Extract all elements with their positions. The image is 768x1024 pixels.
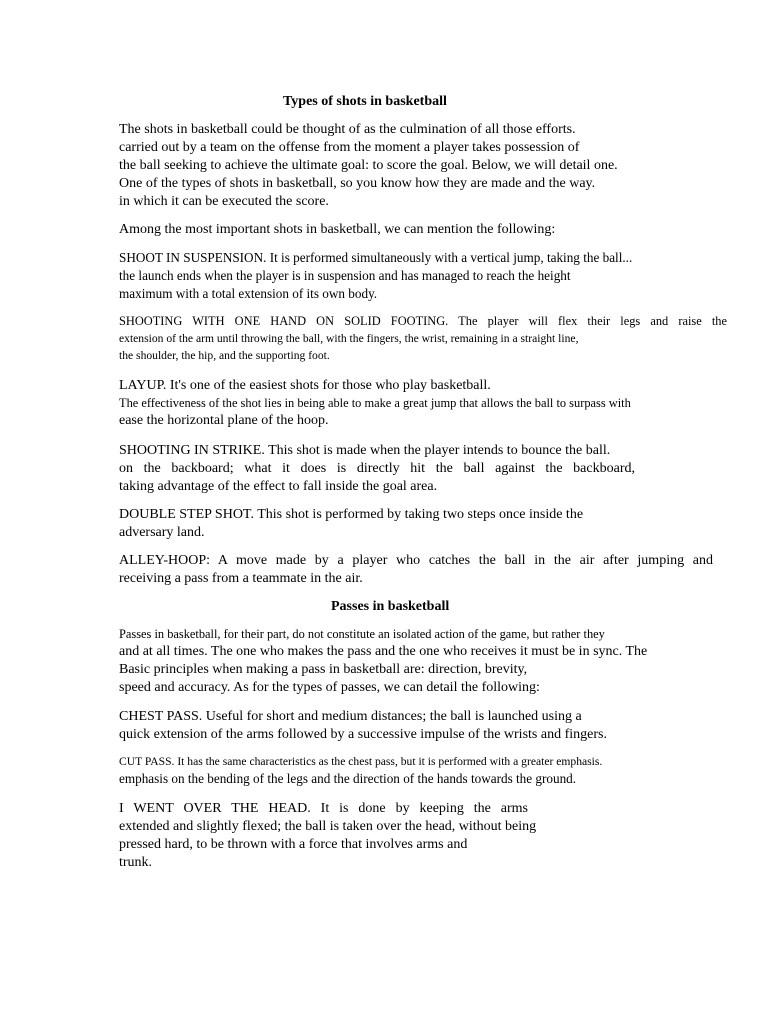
- paragraph-layup: [119, 377, 631, 430]
- text-line: receiving a pass from a teammate in the air.: [119, 571, 363, 586]
- text-line: ALLEY-HOOP: A move made by a player who catches the ball in the air after jumping and: [119, 553, 713, 568]
- text-line: Basic principles when making a pass in basketball are: direction, brevity,: [119, 662, 528, 677]
- text-line: maximum with a total extension of its own body.: [119, 286, 378, 301]
- paragraph-over-the-head: [119, 800, 536, 872]
- text-line: speed and accuracy. As for the types of passes, we can detail the following:: [119, 680, 540, 695]
- text-line: extension of the arm until throwing the ball, with the fingers, the wrist, remaining in a straight line,: [119, 332, 579, 345]
- text-line: I WENT OVER THE HEAD. It is done by keeping the arms: [119, 801, 528, 816]
- paragraph-shoot-in-suspension: [119, 249, 632, 303]
- text-line: ease the horizontal plane of the hoop.: [119, 413, 329, 428]
- text-line: the shoulder, the hip, and the supporting foot.: [119, 349, 330, 362]
- text-line: the launch ends when the player is in suspension and has managed to reach the height: [119, 268, 571, 283]
- text-line: extended and slightly flexed; the ball is taken over the head, without being: [119, 819, 537, 834]
- text-line: adversary land.: [119, 525, 205, 540]
- text-line: CUT PASS. It has the same characteristics as the chest pass, but it is performed with a greater emphasis.: [119, 755, 603, 768]
- text-line: SHOOT IN SUSPENSION. It is performed simultaneously with a vertical jump, taking the ball...: [119, 250, 633, 265]
- heading-passes: Passes in basketball: [331, 599, 450, 614]
- text-line: trunk.: [119, 855, 153, 870]
- text-line: carried out by a team on the offense from the moment a player takes possession of: [119, 140, 580, 155]
- text-line: on the backboard; what it does is directly hit the ball against the backboard,: [119, 461, 635, 476]
- text-line: CHEST PASS. Useful for short and medium distances; the ball is launched using a: [119, 709, 582, 724]
- paragraph-intro: [119, 121, 618, 211]
- text-line: Among the most important shots in basketball, we can mention the following:: [119, 222, 556, 237]
- text-line: the ball seeking to achieve the ultimate goal: to score the goal. Below, we will detail one.: [119, 158, 618, 173]
- text-line: LAYUP. It's one of the easiest shots for those who play basketball.: [119, 378, 491, 393]
- text-line: SHOOTING IN STRIKE. This shot is made when the player intends to bounce the ball.: [119, 443, 611, 458]
- text-line: One of the types of shots in basketball, so you know how they are made and the way.: [119, 176, 596, 191]
- text-line: The shots in basketball could be thought of as the culmination of all those efforts.: [119, 122, 576, 137]
- text-line: quick extension of the arms followed by a successive impulse of the wrists and fingers.: [119, 727, 607, 742]
- paragraph-among: [119, 221, 555, 239]
- paragraph-passes-intro: [119, 626, 647, 697]
- paragraph-double-step-shot: [119, 506, 583, 542]
- paragraph-alley-hoop: [119, 552, 713, 588]
- heading-types-of-shots: Types of shots in basketball: [283, 94, 447, 109]
- text-line: DOUBLE STEP SHOT. This shot is performed by taking two steps once inside the: [119, 507, 584, 522]
- text-line: and at all times. The one who makes the pass and the one who receives it must be in sync. The: [119, 644, 648, 659]
- paragraph-cut-pass: [119, 753, 602, 788]
- text-line: The effectiveness of the shot lies in being able to make a great jump that allows the ball to surpass with: [119, 396, 631, 410]
- paragraph-shooting-in-strike: [119, 442, 635, 496]
- paragraph-one-hand-shot: [119, 313, 727, 364]
- text-line: emphasis on the bending of the legs and the direction of the hands towards the ground.: [119, 771, 577, 786]
- text-line: SHOOTING WITH ONE HAND ON SOLID FOOTING. The player will flex their legs and raise the: [119, 314, 727, 328]
- paragraph-chest-pass: [119, 708, 607, 744]
- text-line: in which it can be executed the score.: [119, 194, 329, 209]
- text-line: pressed hard, to be thrown with a force that involves arms and: [119, 837, 468, 852]
- text-line: Passes in basketball, for their part, do not constitute an isolated action of the game, but rather they: [119, 627, 605, 641]
- text-line: taking advantage of the effect to fall inside the goal area.: [119, 479, 438, 494]
